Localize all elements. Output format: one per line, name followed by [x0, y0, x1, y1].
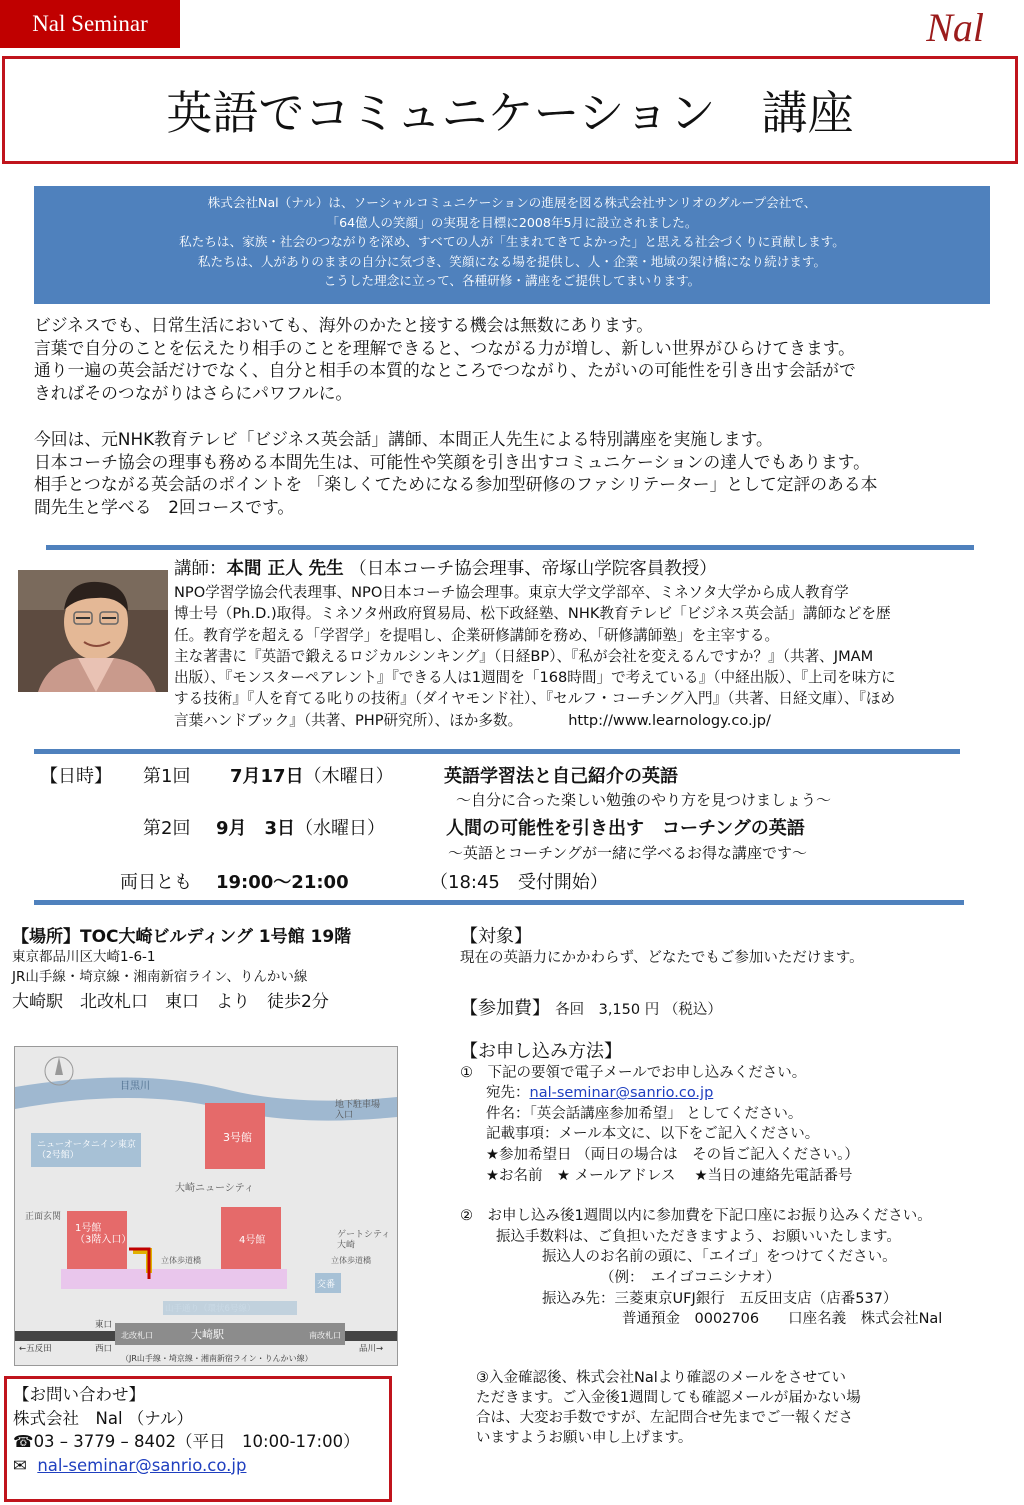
- intro-line: 通り一遍の英会話だけでなく、自分と相手の本質的なところでつながり、たがいの可能性を引き出す会話がで: [34, 360, 856, 380]
- map-building1: 1号館（3階入口）: [75, 1223, 132, 1246]
- intro-line: 今回は、元NHK教育テレビ「ビジネス英会話」講師、本間正人先生による特別講座を実施します。: [34, 429, 773, 449]
- lecturer-bio-line: する技術』『人を育てる叱りの技術』（ダイヤモンド社）、『セルフ・コーチング入門』（共著、日経文庫）、『ほめ: [174, 690, 896, 708]
- session1-day: （木曜日）: [303, 766, 394, 787]
- target-text: 現在の英語力にかかわらず、どなたでもご参加いただけます。: [460, 950, 864, 966]
- company-description: [34, 186, 990, 304]
- lecturer-bio-line: 出版）、『モンスターペアレント』『できる人は1週間を「168時間」で考えている』（中経出版）、『上司を味方に: [174, 669, 896, 687]
- apply-step1: ① 下記の要領で電子メールでお申し込みください。: [460, 1064, 807, 1081]
- apply-item1: ★参加希望日 （両日の場合は その旨ご記入ください。）: [486, 1146, 859, 1163]
- intro-line: ビジネスでも、日常生活においても、海外のかたと接する機会は無数にあります。: [34, 315, 654, 335]
- map-gatecity: ゲートシティ大崎: [337, 1230, 391, 1251]
- apply-bank: 振込み先：三菱東京UFJ銀行 五反田支店（店番537）: [542, 1290, 898, 1307]
- map-parking: 地下駐車場入口: [335, 1100, 381, 1121]
- apply-items: 記載事項：メール本文に、以下をご記入ください。: [486, 1126, 820, 1143]
- reception-time: （18:45 受付開始）: [430, 872, 608, 893]
- intro-line: 日本コーチ協会の理事も務める本間先生は、可能性や笑顔を引き出すコミュニケーションの達人でもあります。: [34, 451, 870, 472]
- session2-title: 人間の可能性を引き出す コーチングの英語: [446, 818, 805, 839]
- schedule-label: 【日時】: [40, 766, 112, 787]
- venue-access: 大崎駅 北改札口 東口 より 徒歩2分: [12, 992, 329, 1012]
- apply-subject: 件名：「英会話講座参加希望」 としてください。: [486, 1105, 803, 1122]
- lecturer-bio-line: 任。教育学を超える「学習学」を提唱し、企業研修講師を務め、「研修講師塾」を主宰する。: [174, 626, 780, 644]
- page-title: 英語でコミュニケーション 講座: [2, 56, 1018, 164]
- apply-fee-note: 振込手数料は、ご負担いただきますよう、お願いいたします。: [496, 1228, 901, 1245]
- apply-step3-line: 合は、大変お手数ですが、左記問合せ先までご一報くださ: [476, 1410, 853, 1426]
- session1-title: 英語学習法と自己紹介の英語: [444, 766, 678, 787]
- fee-text: 各回 3,150 円 （税込）: [555, 1002, 722, 1018]
- lecturer-bio-line: NPO学習学協会代表理事、NPO日本コーチ協会理事。東京大学文学部卒、ミネソタ大学から成人教育学: [174, 584, 849, 601]
- contact-label: 【お問い合わせ】: [13, 1385, 145, 1404]
- divider: [34, 749, 960, 754]
- map-koban: 交番: [317, 1280, 336, 1290]
- map-building4: 4号館: [239, 1235, 266, 1246]
- company-line: 「64億人の笑顔」の実現を目標に2008年5月に設立されました。: [326, 214, 698, 230]
- target-label: 【対象】: [460, 926, 532, 947]
- map-lines: （JR山手線・埼京線・湘南新宿ライン・りんかい線）: [121, 1354, 313, 1363]
- apply-item2: ★お名前 ★ メールアドレス ★当日の連絡先電話番号: [486, 1167, 853, 1184]
- session1-date: 7月17日: [230, 766, 304, 787]
- session2-day: （水曜日）: [295, 818, 386, 839]
- intro-line: 間先生と学べる 2回コースです。: [34, 496, 295, 517]
- intro-line: きればそのつながりはさらにパワフルに。: [34, 382, 353, 403]
- contact-company: 株式会社 Nal （ナル）: [13, 1408, 193, 1428]
- apply-katakana-note: 振込人のお名前の頭に、「エイゴ」をつけてください。: [542, 1249, 897, 1266]
- session1-number: 第1回: [143, 766, 191, 787]
- venue-train-lines: JR山手線・埼京線・湘南新宿ライン、りんかい線: [12, 969, 308, 985]
- map-newcity: 大崎ニューシティ: [175, 1183, 254, 1194]
- lecturer-bio-line: 主な著書に『英語で鍛えるロジカルシンキング』（日経BP）、『私が会社を変えるんですか？』（共著、JMAM: [174, 647, 874, 665]
- divider: [46, 545, 974, 550]
- venue-address: 東京都品川区大崎1-6-1: [12, 949, 156, 965]
- lecturer-url[interactable]: http://www.learnology.co.jp/: [568, 711, 771, 729]
- apply-step3-line: ③入金確認後、株式会社Nalより確認のメールをさせてい: [476, 1370, 846, 1386]
- contact-box: [4, 1376, 392, 1502]
- access-map: [14, 1046, 398, 1366]
- session2-date: 9月 3日: [216, 818, 296, 839]
- phone-icon: ☎: [13, 1432, 34, 1451]
- session2-number: 第2回: [143, 818, 191, 839]
- apply-label: 【お申し込み方法】: [460, 1041, 622, 1062]
- nal-logo: Nal: [926, 5, 984, 50]
- venue-title: 【場所】TOC大崎ビルディング 1号館 19階: [12, 927, 352, 947]
- mail-icon: ✉: [13, 1455, 27, 1475]
- company-line: こうした理念に立って、各種研修・講座をご提供してまいります。: [323, 273, 701, 288]
- venue-info: [12, 922, 452, 1012]
- intro-text: [34, 314, 1014, 518]
- map-building3: 3号館: [223, 1131, 252, 1144]
- application-method: [460, 1042, 1020, 1330]
- apply-step2: ② お申し込み後1週間以内に参加費を下記口座にお振り込みください。: [460, 1208, 932, 1225]
- divider: [34, 900, 964, 905]
- map-shinagawa: 品川→: [359, 1344, 384, 1354]
- apply-step3: [476, 1368, 906, 1448]
- map-main-entrance: 正面玄関: [25, 1212, 62, 1222]
- session1-subtitle: ～自分に合った楽しい勉強のやり方を見つけましょう～: [456, 791, 832, 809]
- lecturer-photo: [18, 570, 168, 692]
- session-time: 19:00～21:00: [216, 872, 349, 893]
- map-station: 大崎駅: [191, 1328, 224, 1341]
- map-north-gate: 北改札口: [121, 1331, 153, 1340]
- apply-email-link[interactable]: nal-seminar@sanrio.co.jp: [529, 1085, 714, 1102]
- session2-subtitle: ～英語とコーチングが一緒に学べるお得な講座です～: [448, 844, 807, 862]
- apply-example: （例： エイゴコニシナオ）: [600, 1269, 781, 1286]
- contact-phone[interactable]: 03 – 3779 – 8402（平日 10:00-17:00）: [33, 1432, 360, 1451]
- lecturer-bio-line: 言葉ハンドブック』（共著、PHP研究所）、ほか多数。: [174, 711, 523, 729]
- intro-line: 言葉で自分のことを伝えたり相手のことを理解できると、つながる力が増し、新しい世界がひらけてきます。: [34, 337, 855, 358]
- brand-tab: Nal Seminar: [0, 0, 180, 48]
- apply-step3-line: いますようお願い申し上げます。: [476, 1430, 693, 1446]
- both-days-label: 両日とも: [120, 872, 192, 893]
- lecturer-info: [174, 556, 1014, 731]
- company-line: 株式会社Nal（ナル）は、ソーシャルコミュニケーションの進展を図る株式会社サンリオのグループ会社で、: [207, 195, 817, 210]
- map-hotel-label: ニューオータニイン東京（2号館）: [37, 1140, 136, 1161]
- lecturer-affiliation: （日本コーチ協会理事、帝塚山学院客員教授）: [349, 559, 717, 579]
- lecturer-heading: [174, 556, 1014, 582]
- apply-to-label: 宛先：: [486, 1085, 530, 1102]
- lecturer-bio-line: 博士号（Ph.D.)取得。ミネソタ州政府貿易局、松下政経塾、NHK教育テレビ「ビジネス英会話」講師などを歴: [174, 605, 891, 623]
- contact-email-link[interactable]: nal-seminar@sanrio.co.jp: [37, 1455, 247, 1475]
- map-bridge-left: 立体歩道橋: [161, 1256, 201, 1265]
- company-line: 私たちは、人がありのままの自分に気づき、笑顔になる場を提供し、人・企業・地域の架け橋になり続けます。: [197, 253, 827, 269]
- map-bridge-right: 立体歩道橋: [331, 1256, 371, 1265]
- apply-account: 普通預金 0002706 口座名義 株式会社Nal: [622, 1311, 943, 1328]
- map-east-exit: 東口: [95, 1320, 113, 1330]
- map-south-gate: 南改札口: [309, 1331, 341, 1340]
- fee-label: 【参加費】: [460, 998, 550, 1019]
- lecturer-name: 本間 正人 先生: [226, 559, 344, 579]
- map-gotanda: ←五反田: [19, 1344, 52, 1354]
- map-west-exit: 西口: [95, 1344, 113, 1354]
- intro-line: 相手とつながる英会話のポイントを 「楽しくてためになる参加型研修のファシリテーター」として定評のある本: [34, 474, 878, 494]
- lecturer-prefix: 講師：: [174, 559, 227, 579]
- company-line: 私たちは、家族・社会のつながりを深め、すべての人が「生まれてきてよかった」と思える社会づくりに貢献します。: [179, 234, 845, 249]
- apply-step3-line: ただきます。ご入金後1週間しても確認メールが届かない場: [476, 1390, 861, 1406]
- map-river-label: 目黒川: [120, 1081, 150, 1092]
